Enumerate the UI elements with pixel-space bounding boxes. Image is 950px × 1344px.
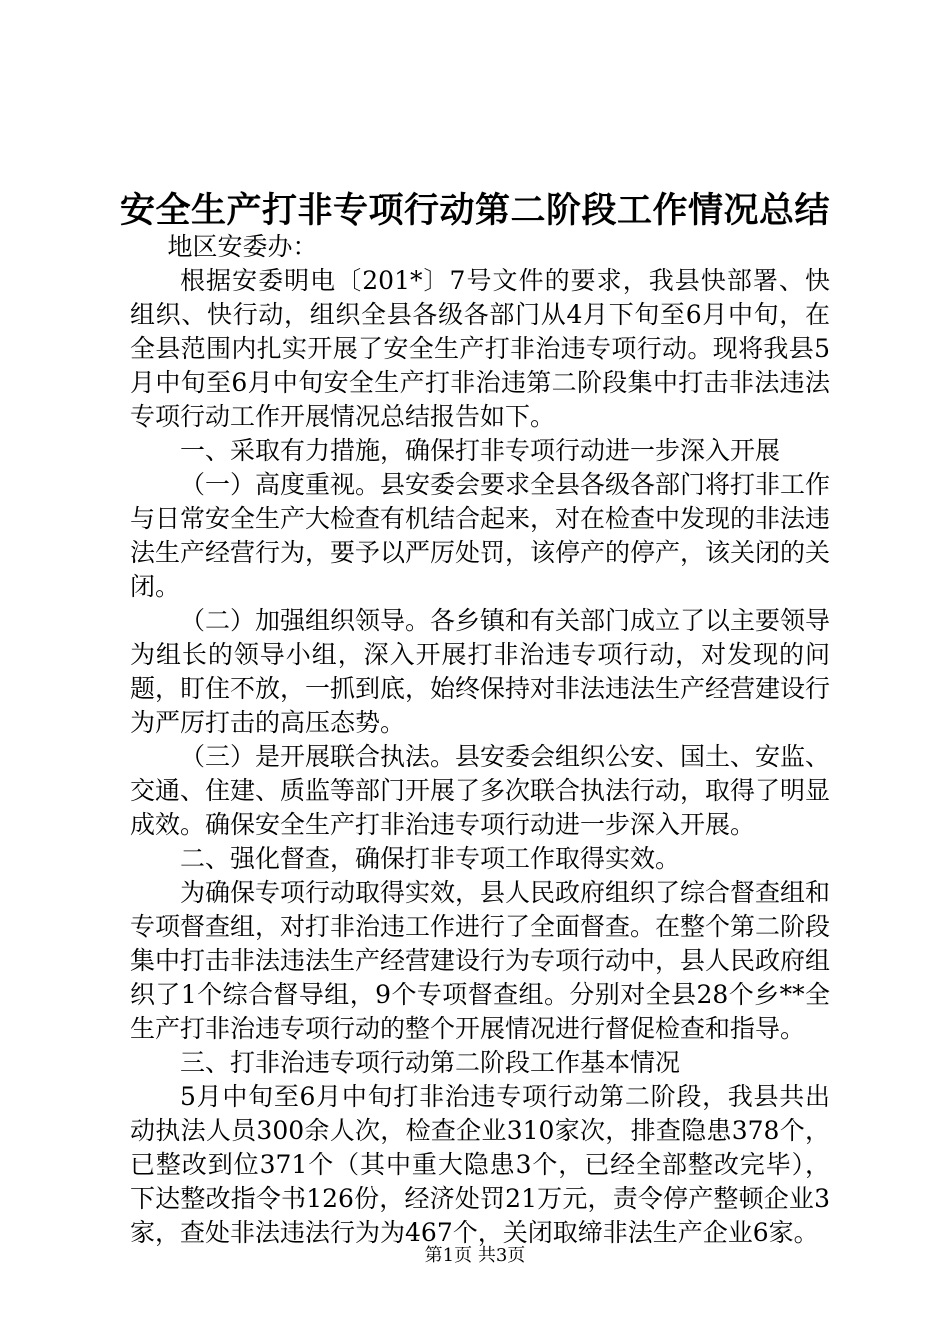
document-title: 安全生产打非专项行动第二阶段工作情况总结 — [119, 190, 830, 231]
document-body — [130, 230, 830, 1250]
intro-paragraph: 根据安委明电〔201*〕7号文件的要求，我县快部署、快组织、快行动，组织全县各级各部门从4月下旬至6月中旬，在全县范围内扎实开展了安全生产打非治违专项行动。现将我县5月中旬至6月中旬安全生产打非治违第二阶段集中打击非法违法专项行动工作开展情况总结报告如下。 — [130, 266, 830, 431]
subsection-paragraph-2: （二）加强组织领导。各乡镇和有关部门成立了以主要领导为组长的领导小组，深入开展打非治违专项行动，对发现的问题，盯住不放，一抓到底，始终保持对非法违法生产经营建设行为严厉打击的高压态势。 — [130, 606, 831, 737]
section-heading-1: 一、采取有力措施，确保打非专项行动进一步深入开展 — [180, 436, 781, 465]
section-heading-2: 二、强化督查，确保打非专项工作取得实效。 — [180, 844, 681, 873]
statistics-paragraph: 5月中旬至6月中旬打非治违专项行动第二阶段，我县共出动执法人员300余人次，检查企业310家次，排查隐患378个，已整改到位371个（其中重大隐患3个，已经全部整改完毕），下达整改指令书126份，经济处罚21万元，责令停产整顿企业3家，查处非法违法行为为467个，关闭取缔非法生产企业6家。 — [130, 1082, 830, 1247]
subsection-paragraph-3: （三）是开展联合执法。县安委会组织公安、国土、安监、交通、住建、质监等部门开展了多次联合执法行动，取得了明显成效。确保安全生产打非治违专项行动进一步深入开展。 — [130, 742, 831, 839]
section-heading-3: 三、打非治违专项行动第二阶段工作基本情况 — [180, 1048, 681, 1077]
salutation: 地区安委办： — [167, 232, 318, 261]
page-footer: 第1页 共3页 — [424, 1245, 526, 1266]
subsection-paragraph-1: （一）高度重视。县安委会要求全县各级各部门将打非工作与日常安全生产大检查有机结合起来，对在检查中发现的非法违法生产经营行为，要予以严厉处罚，该停产的停产，该关闭的关闭。 — [130, 470, 831, 601]
inspection-paragraph: 为确保专项行动取得实效，县人民政府组织了综合督查组和专项督查组，对打非治违工作进行了全面督查。在整个第二阶段集中打击非法违法生产经营建设行为专项行动中，县人民政府组织了1个综合督导组，9个专项督查组。分别对全县28个乡**全生产打非治违专项行动的整个开展情况进行督促检查和指导。 — [130, 878, 831, 1043]
